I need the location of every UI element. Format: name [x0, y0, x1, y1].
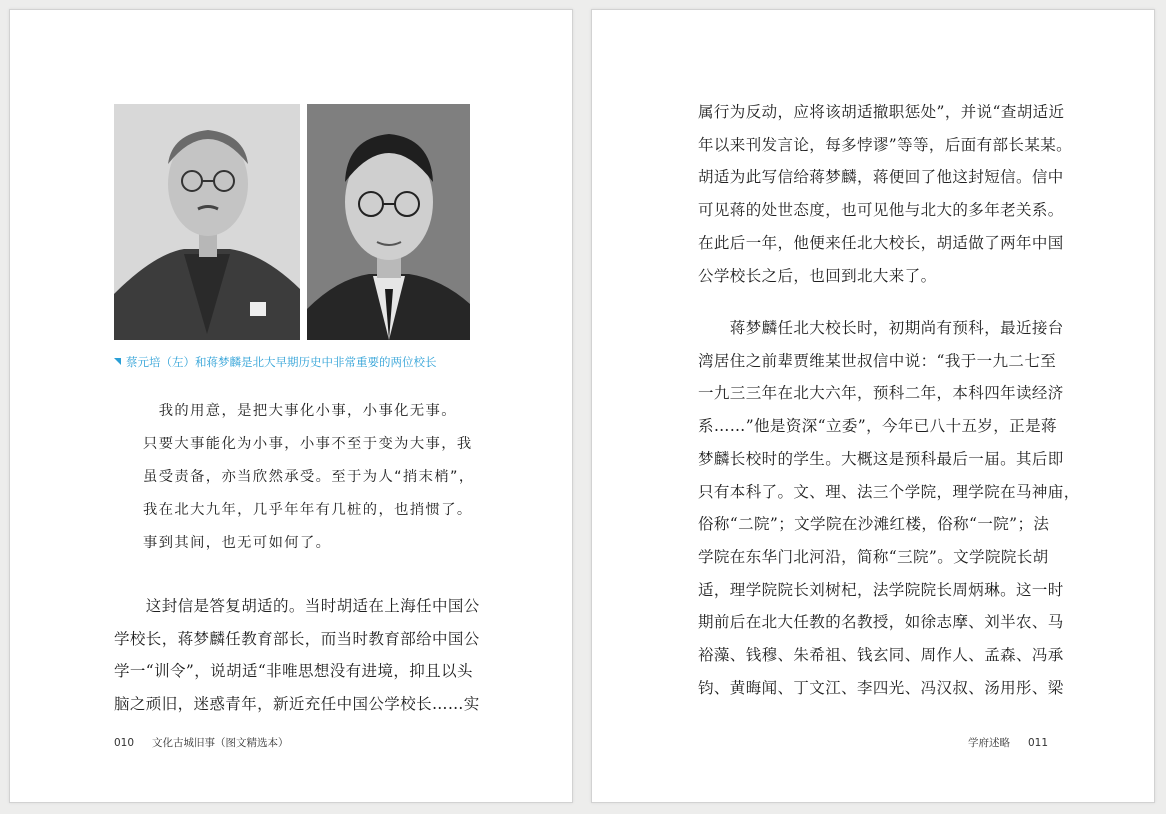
left-page [9, 9, 573, 803]
body-line: 年以来刊发言论，每多悖谬”等等，后面有部长某某。 [698, 135, 1073, 154]
quote-line: 只要大事能化为小事，小事不至于变为大事，我 [143, 436, 473, 452]
body-line: 钧、黄晦闻、丁文江、李四光、冯汉叔、汤用彤、梁 [698, 678, 1064, 697]
right-page [591, 9, 1155, 803]
portrait-photo-cai-yuanpei [114, 104, 300, 340]
caption-marker-icon [114, 358, 121, 365]
photo-caption-text: 蔡元培（左）和蒋梦麟是北大早期历史中非常重要的两位校长 [126, 355, 437, 369]
portrait-photo-jiang-menglin [307, 104, 470, 340]
quote-line: 我的用意，是把大事化小事，小事化无事。 [143, 403, 457, 419]
body-line: 脑之顽旧，迷惑青年，新近充任中国公学校长……实 [114, 695, 480, 714]
body-line: 俗称“二院”；文学院在沙滩红楼，俗称“一院”；法 [698, 515, 1050, 534]
left-body-paragraph [114, 590, 494, 721]
body-line: 在此后一年，他便来任北大校长，胡适做了两年中国 [698, 233, 1064, 252]
body-line: 学院在东华门北河沿，简称“三院”。文学院院长胡 [698, 547, 1049, 566]
photo-caption [114, 354, 514, 370]
body-line: 这封信是答复胡适的。当时胡适在上海任中国公 [114, 597, 480, 615]
section-title: 学府述略 [967, 737, 1010, 749]
body-line: 只有本科了。文、理、法三个学院，理学院在马神庙， [698, 482, 1080, 501]
page-number: 010 [114, 737, 135, 749]
right-paragraph-1 [698, 96, 1078, 292]
page-number: 011 [1027, 737, 1048, 749]
body-line: 学一“训令”，说胡适“非唯思想没有进境，抑且以头 [114, 662, 473, 681]
body-line: 梦麟长校时的学生。大概这是预科最后一届。其后即 [698, 449, 1064, 468]
quote-line: 我在北大九年，几乎年年有几桩的，也捎惯了。 [143, 502, 473, 518]
body-line: 一九三三年在北大六年，预科二年，本科四年读经济 [698, 384, 1064, 403]
body-line: 属行为反动，应将该胡适撤职惩处”，并说“查胡适近 [698, 103, 1065, 121]
body-line: 学校长，蒋梦麟任教育部长，而当时教育部给中国公 [114, 629, 480, 648]
left-page-footer [114, 735, 289, 750]
body-line: 胡适为此写信给蒋梦麟，蒋便回了他这封短信。信中 [698, 168, 1064, 187]
body-line: 湾居住之前辈贾维某世叔信中说：“我于一九二七至 [698, 351, 1057, 370]
body-line: 公学校长之后，也回到北大来了。 [698, 266, 937, 285]
body-line: 蒋梦麟任北大校长时，初期尚有预科，最近接台 [698, 319, 1064, 337]
quote-line: 虽受责备，亦当欣然承受。至于为人“捎末梢”， [143, 469, 475, 485]
right-paragraph-2 [698, 312, 1078, 704]
body-line: 裕藻、钱穆、朱希祖、钱玄同、周作人、孟森、冯承 [698, 646, 1064, 665]
body-line: 系……”他是资深“立委”，今年已八十五岁，正是蒋 [698, 417, 1057, 436]
book-title: 文化古城旧事（图文精选本） [152, 737, 289, 749]
right-page-footer [968, 735, 1048, 750]
quoted-letter [143, 395, 473, 560]
body-line: 可见蒋的处世态度，也可见他与北大的多年老关系。 [698, 201, 1064, 220]
quote-line: 事到其间，也无可如何了。 [143, 535, 332, 551]
body-line: 适，理学院院长刘树杞，法学院院长周炳琳。这一时 [698, 580, 1064, 599]
body-line: 期前后在北大任教的名教授，如徐志摩、刘半农、马 [698, 613, 1064, 632]
